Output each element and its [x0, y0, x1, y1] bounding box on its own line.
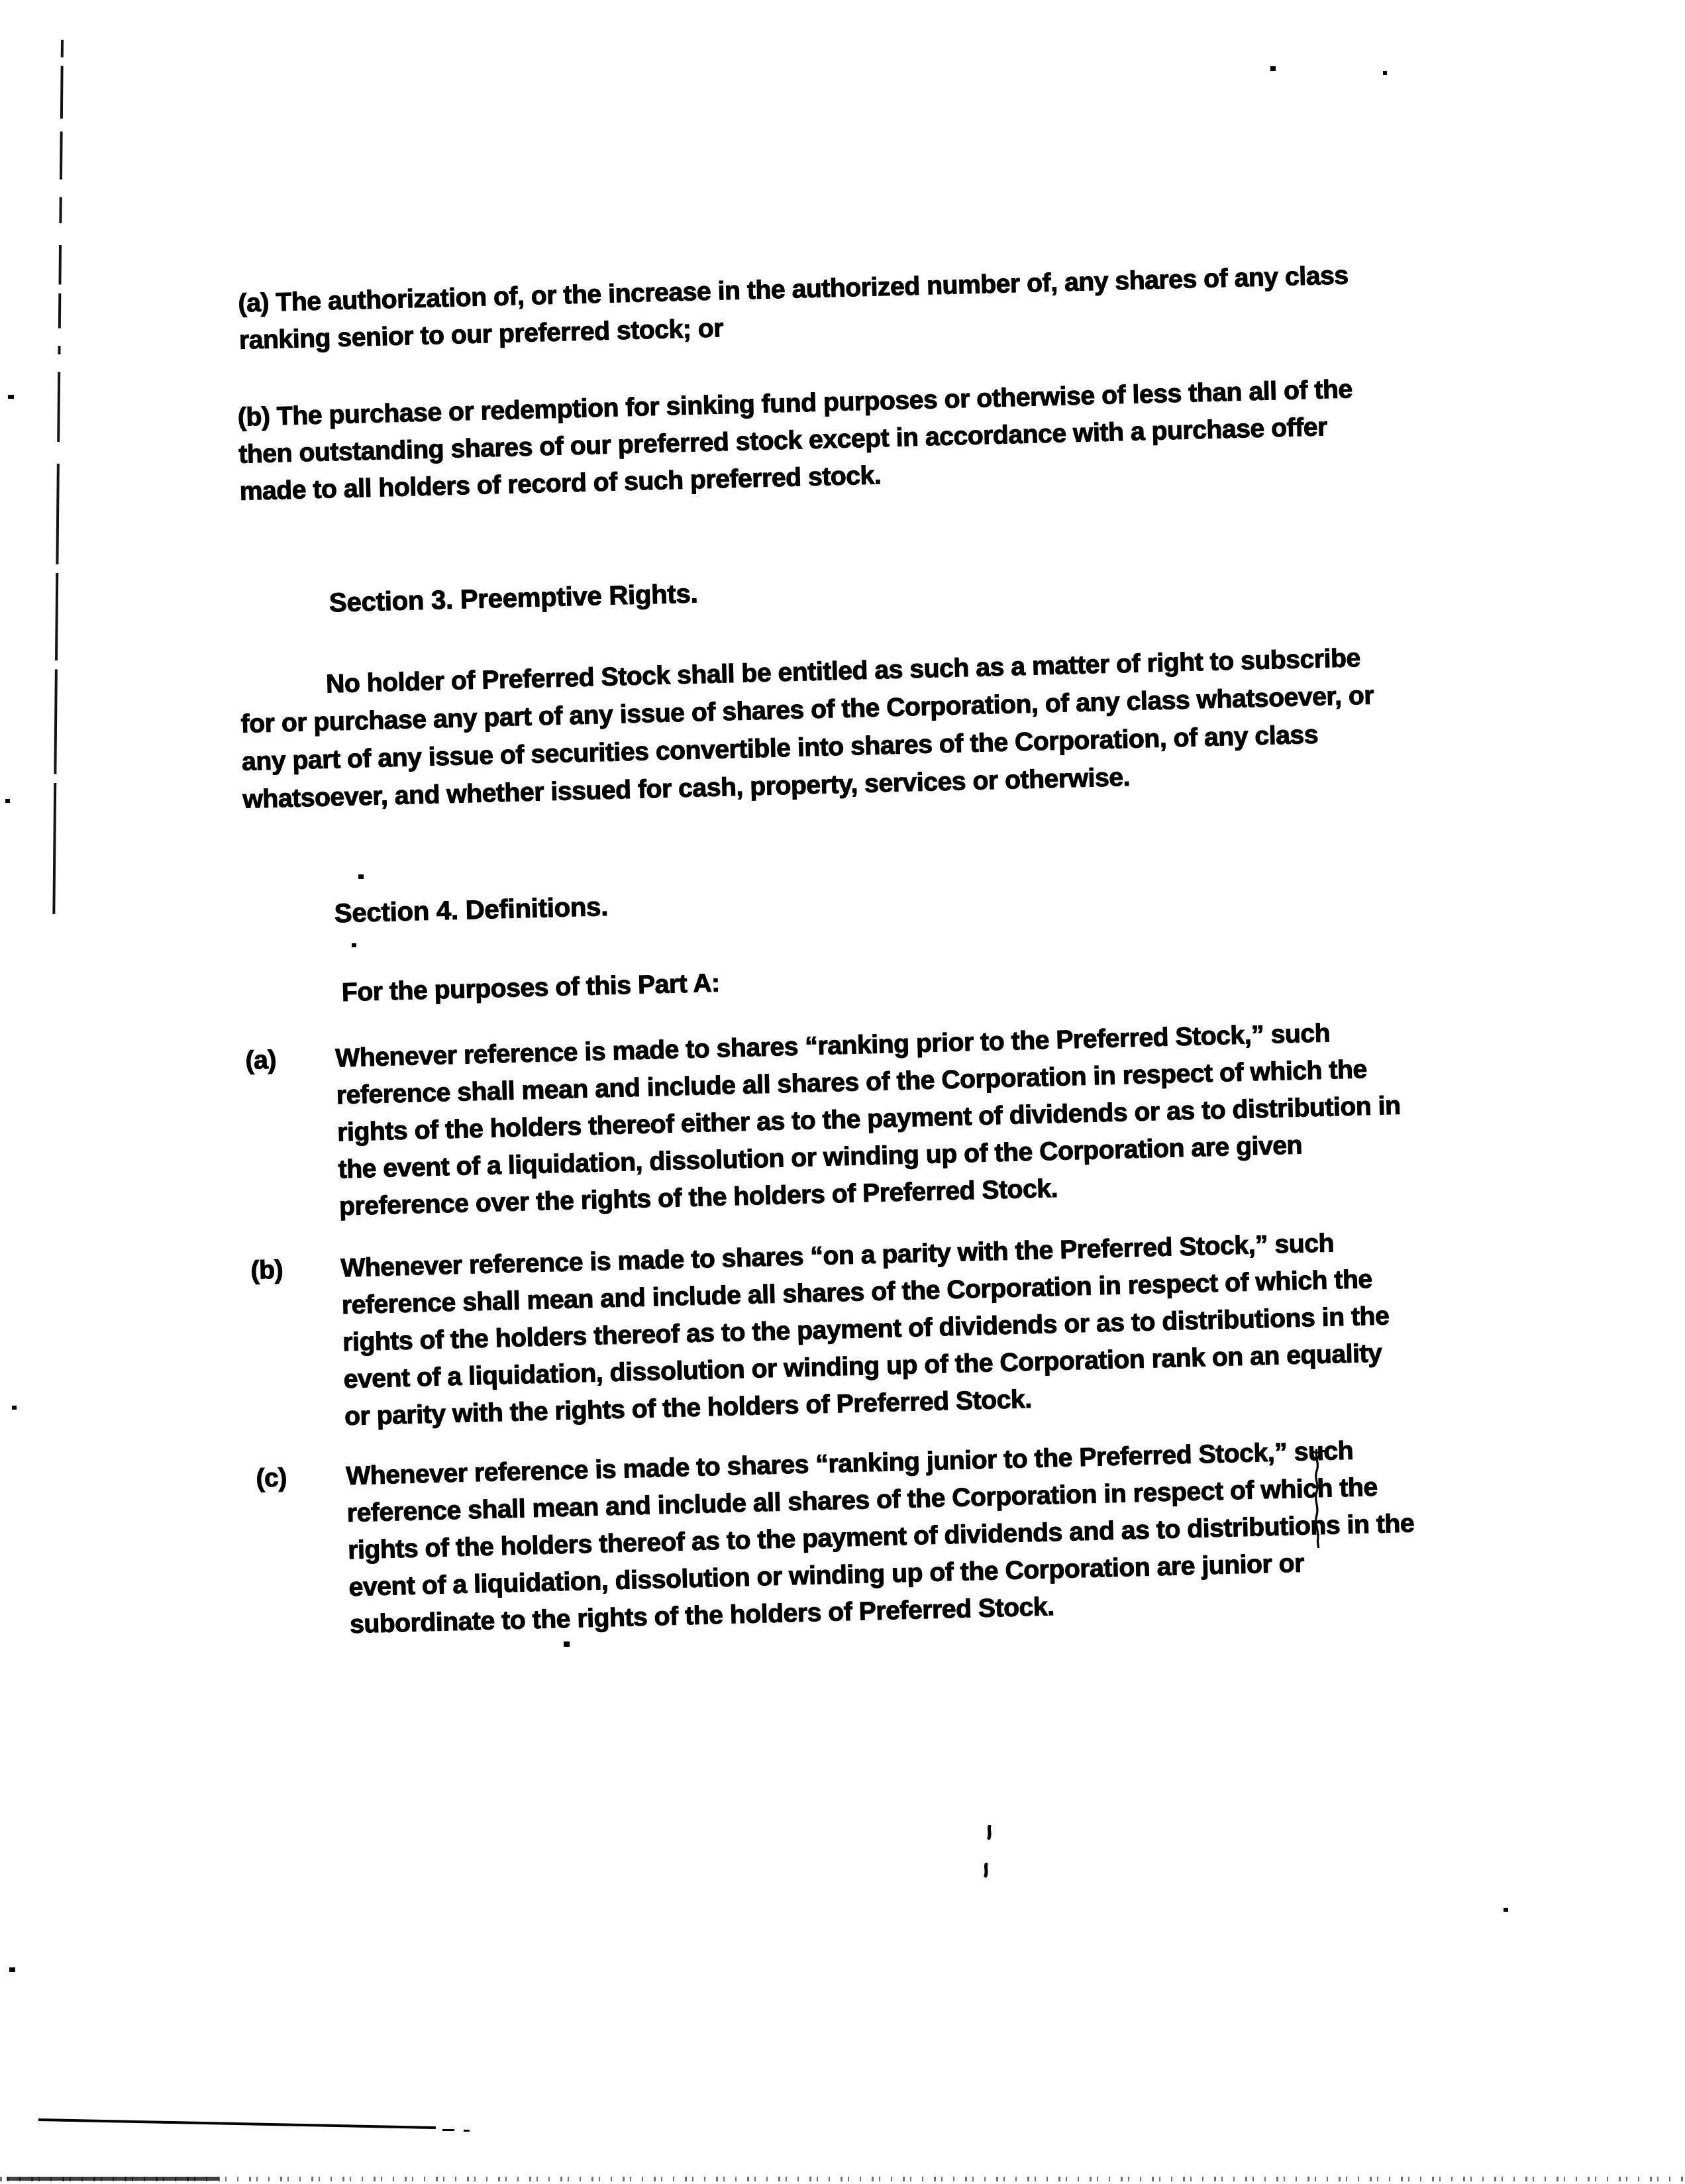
- definition-text-b: Whenever reference is made to shares “on a parity with the Preferred Stock,” such reference shall mean and include all shares of the Corporation in respect of which the rights of the holders thereof as to the payment of dividends or as to distributions in the event of a liquidation, dissolution or winding up of the Corporation rank on an equality or parity with the rights of the holders of Preferred Stock.: [340, 1229, 1390, 1431]
- dust-speck: [352, 943, 356, 947]
- definition-marker-c: (c): [255, 1463, 287, 1493]
- bottom-scan-rule-tail-end: [464, 2130, 470, 2132]
- ink-speck-mark: [978, 1863, 997, 1883]
- dust-speck: [5, 799, 10, 803]
- dust-speck: [8, 395, 14, 399]
- definition-text-c: Whenever reference is made to shares “ranking junior to the Preferred Stock,” such reference shall mean and include all shares of the Corporation in respect of which the rights of the holders thereof as to the payment of dividends and as to distributions in the event of a liquidation, dissolution or winding up of the Corporation are junior or subordinate to the rights of the holders of Preferred Stock.: [345, 1436, 1415, 1639]
- definition-marker-a: (a): [244, 1045, 277, 1075]
- section-4-lead-line: For the purposes of this Part A:: [341, 968, 721, 1008]
- definition-text-a: Whenever reference is made to shares “ranking prior to the Preferred Stock,” such reference shall mean and include all shares of the Corporation in respect of which the rights of the holders thereof either as to the payment of dividends or as to distribution in the event of a liquidation, dissolution or winding up of the Corporation are given preference over the rights of the holders of Preferred Stock.: [334, 1019, 1402, 1222]
- dust-speck: [12, 1406, 17, 1410]
- dust-speck: [1383, 71, 1387, 75]
- section-3-paragraph: No holder of Preferred Stock shall be entitled as such as a matter of right to subscribe for or purchase any part of any issue of shares of the Corporation, of any class whatsoever, or any part of any issue of securities convertible into shares of the Corporation, of any class whatsoever, and whether issued for cash, property, services or otherwise.: [240, 644, 1374, 814]
- ink-speck-mark: [980, 1825, 1000, 1845]
- dust-speck: [1504, 1908, 1508, 1912]
- definition-marker-b: (b): [250, 1255, 283, 1285]
- section-3-heading: Section 3. Preemptive Rights.: [329, 579, 699, 618]
- clause-b-paragraph: (b) The purchase or redemption for sinking fund purposes or otherwise of less than all of the then outstanding shares of our preferred stock except in accordance with a purchase offer made to all holders of record of such preferred stock.: [237, 375, 1353, 506]
- dust-speck: [358, 874, 364, 879]
- bottom-speckle-noise-band: [0, 2177, 1685, 2181]
- dust-speck: [1270, 66, 1276, 71]
- bottom-scan-rule-tail: [442, 2129, 454, 2131]
- clause-a-paragraph: (a) The authorization of, or the increase in the authorized number of, any shares of any class ranking senior to our preferred stock; or: [238, 261, 1349, 355]
- dust-speck: [564, 1641, 570, 1647]
- bottom-speckle-noise-dense: [7, 2177, 219, 2181]
- section-4-heading: Section 4. Definitions.: [334, 892, 609, 929]
- dust-speck: [9, 1967, 15, 1972]
